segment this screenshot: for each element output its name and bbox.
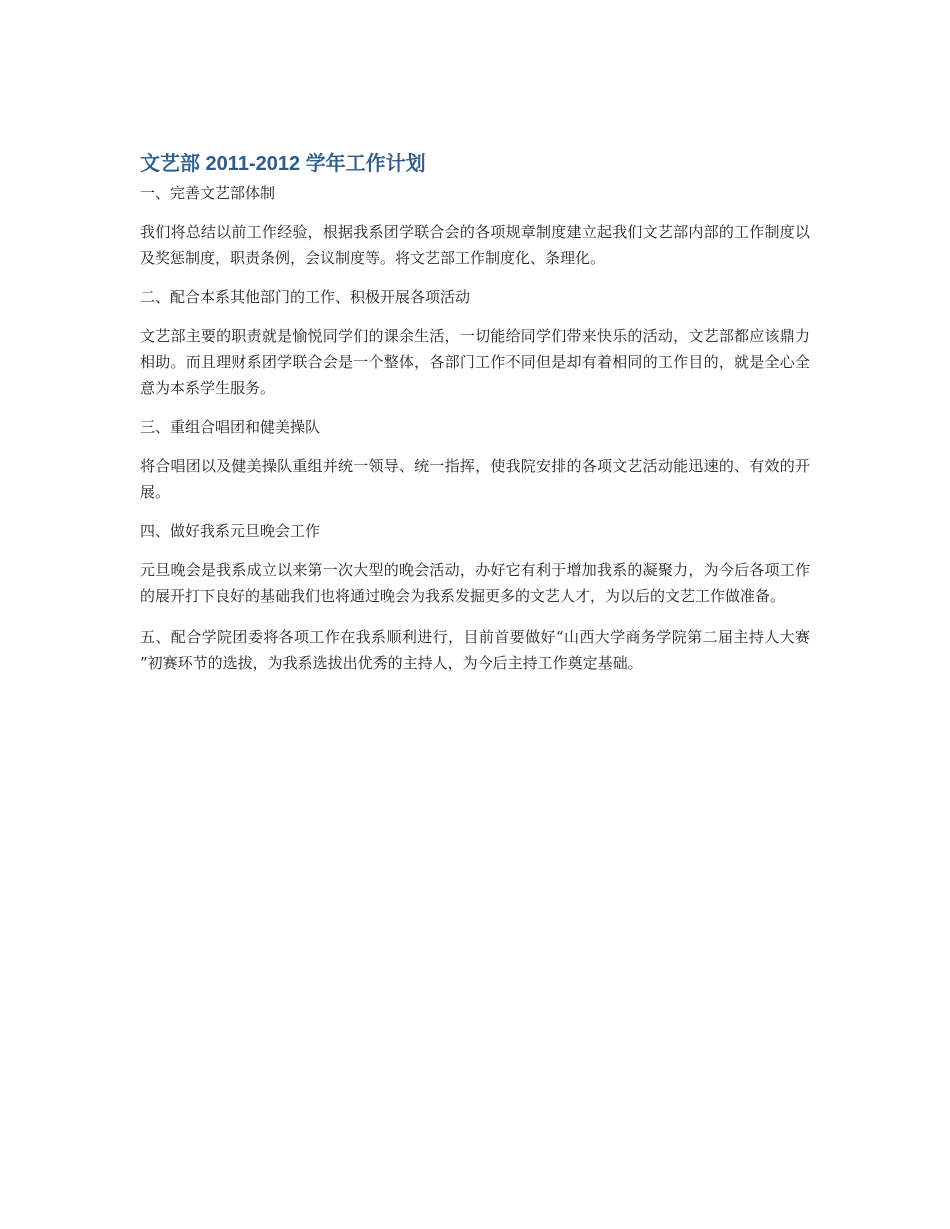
section-heading-1: 一、完善文艺部体制 xyxy=(140,184,276,202)
document-title: 文艺部 2011-2012 学年工作计划 xyxy=(140,153,426,175)
section-heading-3: 三、重组合唱团和健美操队 xyxy=(140,418,321,436)
section-body-2: 文艺部主要的职责就是愉悦同学们的课余生活，一切能给同学们带来快乐的活动，文艺部都应该鼎力相助。而且理财系团学联合会是一个整体，各部门工作不同但是却有着相同的工作目的，就是全心全意为本系学生服务。 xyxy=(140,327,810,397)
section-body-5: 五、配合学院团委将各项工作在我系顺利进行，目前首要做好“山西大学商务学院第二届主持人大赛 ”初赛环节的选拔，为我系选拔出优秀的主持人，为今后主持工作奠定基础。 xyxy=(140,628,810,672)
document-content xyxy=(140,148,810,691)
section-body-3: 将合唱团以及健美操队重组并统一领导、统一指挥，使我院安排的各项文艺活动能迅速的、有效的开展。 xyxy=(140,457,810,501)
section-body-1: 我们将总结以前工作经验，根据我系团学联合会的各项规章制度建立起我们文艺部内部的工作制度以及奖惩制度，职责条例，会议制度等。将文艺部工作制度化、条理化。 xyxy=(140,223,810,267)
section-heading-4: 四、做好我系元旦晚会工作 xyxy=(140,522,321,540)
section-body-4: 元旦晚会是我系成立以来第一次大型的晚会活动，办好它有利于增加我系的凝聚力，为今后各项工作的展开打下良好的基础我们也将通过晚会为我系发掘更多的文艺人才，为以后的文艺工作做准备。 xyxy=(140,561,810,605)
section-heading-2: 二、配合本系其他部门的工作、积极开展各项活动 xyxy=(140,288,471,306)
